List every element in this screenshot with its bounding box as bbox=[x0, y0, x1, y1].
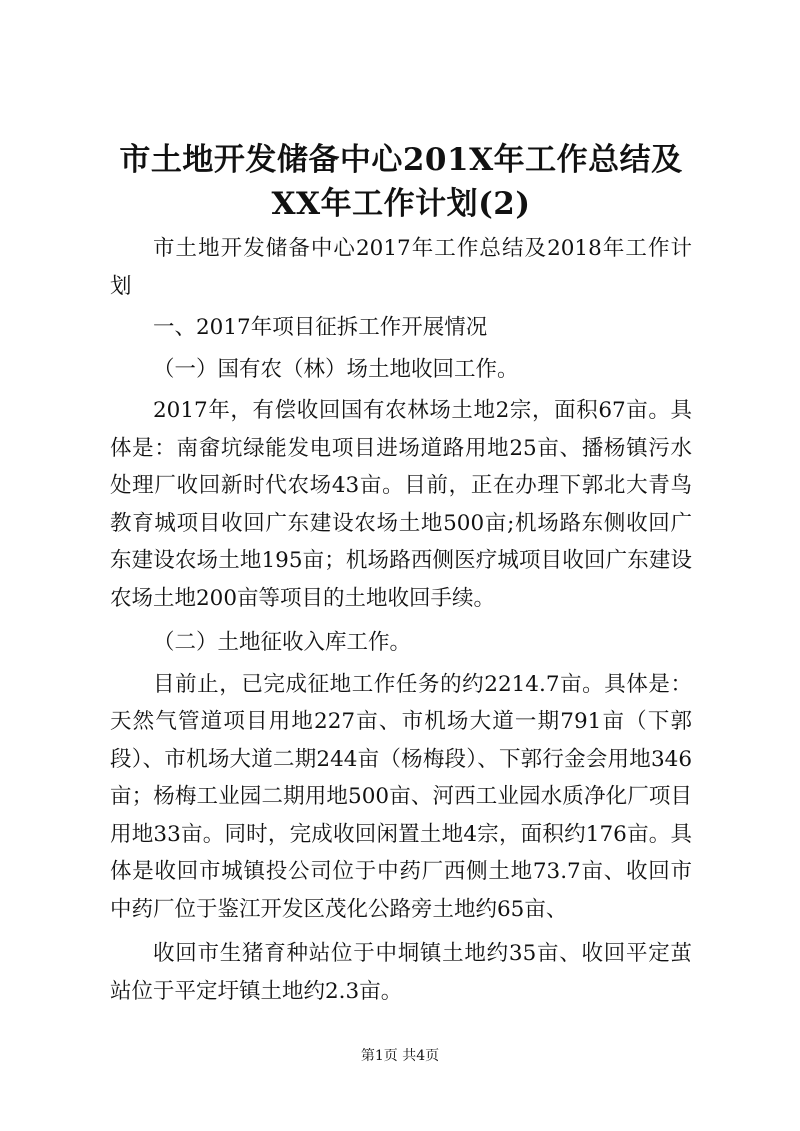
subsection-heading-1: （一）国有农（林）场土地收回工作。 bbox=[153, 356, 519, 382]
document-title: 市土地开发储备中心201X年工作总结及XX年工作计划(2) bbox=[119, 142, 683, 222]
subsection-heading-2: （二）土地征收入库工作。 bbox=[153, 630, 412, 655]
paragraph-subtitle: 市土地开发储备中心2017年工作总结及2018年工作计划 bbox=[110, 236, 692, 299]
paragraph-body-2: 目前止，已完成征地工作任务的约2214.7亩。具体是：天然气管道项目用地227亩、市机场大道一期791亩（下郭段）、市机场大道二期244亩（杨梅段）、下郭行金会用地346亩；杨梅工业园二期用地500亩、河西工业园水质净化厂项目用地33亩。同时，完成收回闲置土地4宗，面积约176亩。具体是收回市城镇投公司位于中药厂西侧土地73.7亩、收回市中药厂位于鉴江开发区茂化公路旁土地约65亩、 bbox=[110, 671, 692, 922]
paragraph-body-1: 2017年，有偿收回国有农林场土地2宗，面积67亩。具体是：南畲坑绿能发电项目进场道路用地25亩、播杨镇污水处理厂收回新时代农场43亩。目前，正在办理下郭北大青鸟教育城项目收回广东建设农场土地500亩;机场路东侧收回广东建设农场土地195亩；机场路西侧医疗城项目收回广东建设农场土地200亩等项目的土地收回手续。 bbox=[110, 398, 692, 611]
document-body bbox=[110, 230, 692, 1017]
section-heading-1: 一、2017年项目征拆工作开展情况 bbox=[153, 315, 488, 340]
page-footer: 第1页 共4页 bbox=[360, 1048, 440, 1064]
paragraph-body-3: 收回市生猪育种站位于中垌镇土地约35亩、收回平定茧站位于平定圩镇土地约2.3亩。 bbox=[110, 941, 692, 1004]
